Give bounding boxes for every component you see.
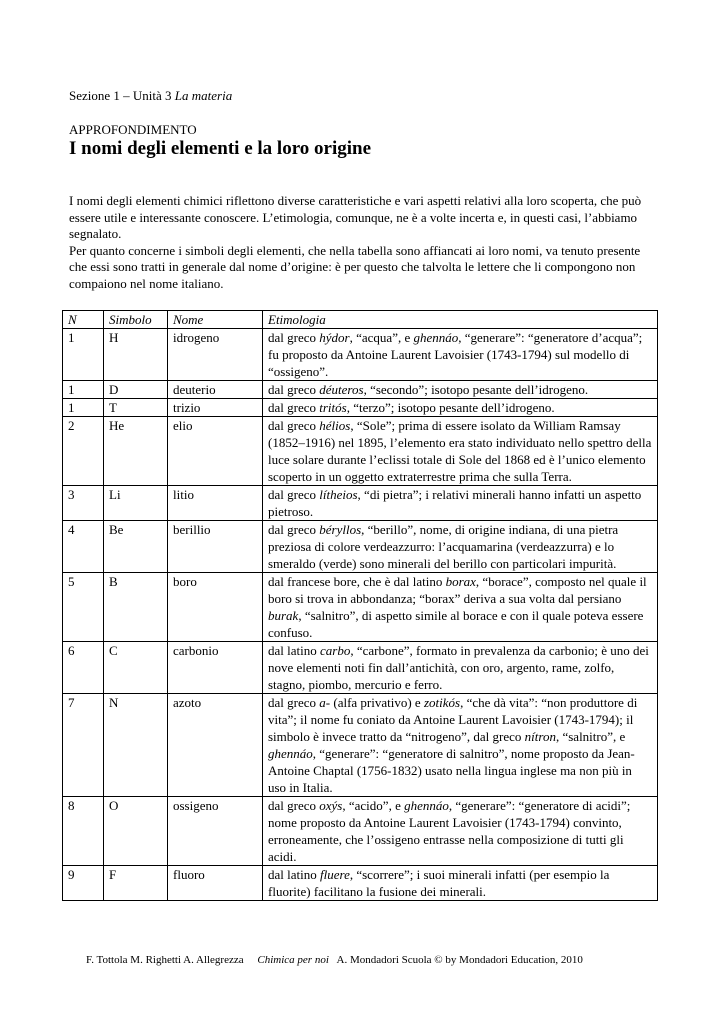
cell-etymology: dal greco déuteros, “secondo”; isotopo pesante dell’idrogeno. bbox=[263, 381, 658, 399]
elements-table bbox=[62, 310, 658, 901]
cell-number: 1 bbox=[63, 381, 104, 399]
cell-number: 3 bbox=[63, 486, 104, 521]
kicker-label: APPROFONDIMENTO bbox=[69, 122, 197, 137]
footer-book-title: Chimica per noi bbox=[257, 954, 329, 966]
table-row bbox=[63, 417, 658, 486]
cell-symbol: N bbox=[104, 694, 168, 797]
cell-name: idrogeno bbox=[168, 329, 263, 381]
cell-symbol: O bbox=[104, 797, 168, 866]
cell-etymology: dal greco oxýs, “acido”, e ghennáo, “generare”: “generatore di acidi”; nome proposto da Antoine Laurent Lavoisier (1743-1794) convinto, erroneamente, che l’ossigeno entrasse nella composizione di tutti gli acidi. bbox=[263, 797, 658, 866]
cell-etymology: dal greco lítheios, “di pietra”; i relativi minerali hanno infatti un aspetto pietroso. bbox=[263, 486, 658, 521]
cell-number: 8 bbox=[63, 797, 104, 866]
cell-symbol: H bbox=[104, 329, 168, 381]
footer bbox=[86, 954, 583, 966]
cell-symbol: C bbox=[104, 642, 168, 694]
header-name: Nome bbox=[168, 311, 263, 329]
cell-symbol: D bbox=[104, 381, 168, 399]
cell-etymology: dal greco hýdor, “acqua”, e ghennáo, “generare”: “generatore d’acqua”; fu proposto da Antoine Laurent Lavoisier (1743-1794) sul modello di “ossigeno”. bbox=[263, 329, 658, 381]
cell-symbol: B bbox=[104, 573, 168, 642]
footer-authors: F. Tottola M. Righetti A. Allegrezza bbox=[86, 954, 244, 966]
cell-number: 7 bbox=[63, 694, 104, 797]
cell-number: 9 bbox=[63, 866, 104, 901]
table-row bbox=[63, 399, 658, 417]
cell-name: boro bbox=[168, 573, 263, 642]
intro-paragraph-2: Per quanto concerne i simboli degli elementi, che nella tabella sono affiancati ai loro nomi, va tenuto presente che essi sono tratti in generale dal nome d’origine: è per questo che talvolta le lettere che li compongono non compaiono nel nome italiano. bbox=[69, 242, 641, 291]
cell-symbol: F bbox=[104, 866, 168, 901]
table-row bbox=[63, 573, 658, 642]
header-number: N bbox=[63, 311, 104, 329]
table-row bbox=[63, 329, 658, 381]
header-symbol: Simbolo bbox=[104, 311, 168, 329]
cell-name: litio bbox=[168, 486, 263, 521]
intro-paragraph-1: I nomi degli elementi chimici riflettono diverse caratteristiche e vari aspetti relativi alla loro scoperta, che può essere utile e interessante conoscere. L’etimologia, comunque, ne è a volte incerta e, in questi casi, l’abbiamo segnalato. bbox=[69, 193, 642, 241]
cell-name: berillio bbox=[168, 521, 263, 573]
cell-name: carbonio bbox=[168, 642, 263, 694]
cell-etymology: dal greco béryllos, “berillo”, nome, di origine indiana, di una pietra preziosa di colore verdeazzurro: l’acquamarina (verdeazzurra) e lo smeraldo (verde) sono minerali del berillo con particolari impurità. bbox=[263, 521, 658, 573]
cell-number: 1 bbox=[63, 329, 104, 381]
table-header-row bbox=[63, 311, 658, 329]
cell-name: fluoro bbox=[168, 866, 263, 901]
table-row bbox=[63, 866, 658, 901]
cell-number: 2 bbox=[63, 417, 104, 486]
cell-number: 4 bbox=[63, 521, 104, 573]
table-row bbox=[63, 521, 658, 573]
header-etymology: Etimologia bbox=[263, 311, 658, 329]
cell-etymology: dal greco tritós, “terzo”; isotopo pesante dell’idrogeno. bbox=[263, 399, 658, 417]
cell-symbol: He bbox=[104, 417, 168, 486]
section-heading bbox=[69, 88, 232, 104]
table-row bbox=[63, 797, 658, 866]
cell-number: 1 bbox=[63, 399, 104, 417]
intro-text bbox=[69, 193, 659, 292]
cell-name: elio bbox=[168, 417, 263, 486]
cell-etymology: dal greco hélios, “Sole”; prima di essere isolato da William Ramsay (1852–1916) nel 1895, l’elemento era stato individuato nello spettro della luce solare durante l’eclissi totale di Sole del 1868 ed è l’unico elemento scoperto in un oggetto extraterrestre prima che sulla Terra. bbox=[263, 417, 658, 486]
unit-title: La materia bbox=[174, 88, 233, 103]
cell-name: ossigeno bbox=[168, 797, 263, 866]
table-row bbox=[63, 486, 658, 521]
cell-etymology: dal francese bore, che è dal latino borax, “borace”, composto nel quale il boro si trova in abbondanza; “borax” deriva a sua volta dal persiano burak, “salnitro”, di aspetto simile al borace e con il quale poteva essere confuso. bbox=[263, 573, 658, 642]
cell-etymology: dal latino carbo, “carbone”, formato in prevalenza da carbonio; è uno dei nove elementi noti fin dall’antichità, con oro, argento, rame, zolfo, stagno, piombo, mercurio e ferro. bbox=[263, 642, 658, 694]
cell-name: azoto bbox=[168, 694, 263, 797]
cell-name: trizio bbox=[168, 399, 263, 417]
table-row bbox=[63, 642, 658, 694]
table-body bbox=[63, 329, 658, 901]
cell-symbol: T bbox=[104, 399, 168, 417]
cell-number: 6 bbox=[63, 642, 104, 694]
cell-etymology: dal latino fluere, “scorrere”; i suoi minerali infatti (per esempio la fluorite) facilitano la fusione dei minerali. bbox=[263, 866, 658, 901]
cell-symbol: Be bbox=[104, 521, 168, 573]
footer-publisher: A. Mondadori Scuola © by Mondadori Education, 2010 bbox=[336, 954, 583, 966]
cell-number: 5 bbox=[63, 573, 104, 642]
cell-name: deuterio bbox=[168, 381, 263, 399]
table-row bbox=[63, 694, 658, 797]
page-title: I nomi degli elementi e la loro origine bbox=[69, 138, 372, 159]
section-label: Sezione 1 – Unità 3 bbox=[69, 88, 172, 103]
cell-etymology: dal greco a- (alfa privativo) e zotikós, “che dà vita”: “non produttore di vita”; il nome fu coniato da Antoine Laurent Lavoisier (1743-1794); il simbolo è invece tratto da “nitrogeno”, dal greco nítron, “salnitro”, e ghennáo, “generare”: “generatore di salnitro”, nome proposto da Jean-Antoine Chaptal (1756-1832) usato nella lingua inglese ma non più in uso in Italia. bbox=[263, 694, 658, 797]
cell-symbol: Li bbox=[104, 486, 168, 521]
table-row bbox=[63, 381, 658, 399]
